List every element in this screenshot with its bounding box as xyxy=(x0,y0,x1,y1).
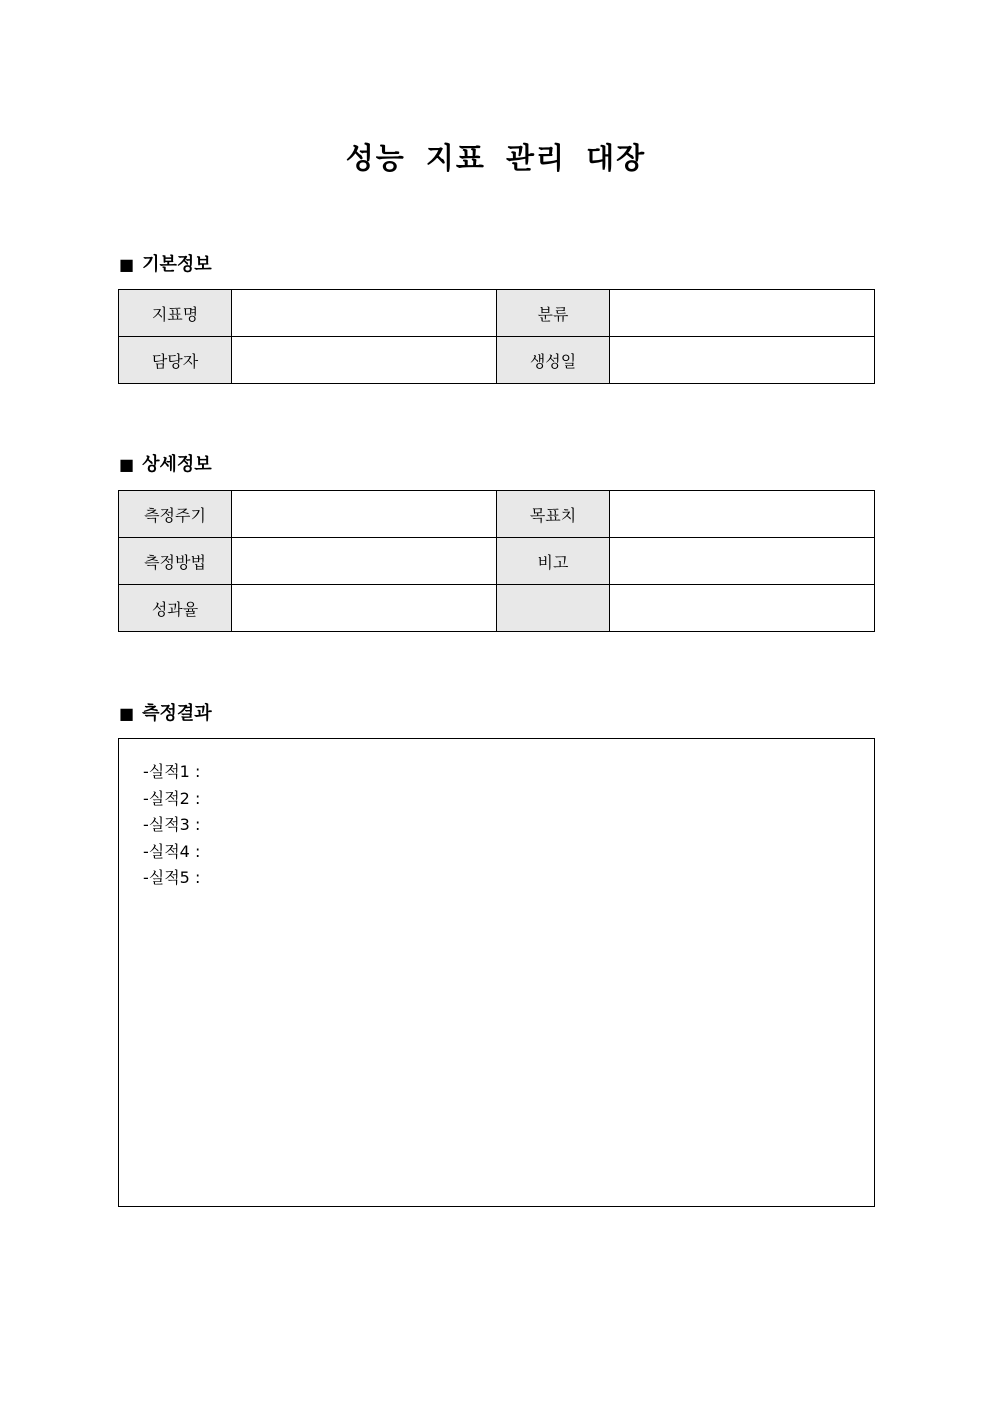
measure-cycle-label: 측정주기 xyxy=(119,491,232,538)
detail-info-table xyxy=(118,490,875,632)
basic-info-table xyxy=(118,289,875,384)
page-title: 성능 지표 관리 대장 xyxy=(345,141,647,175)
basic-info-heading xyxy=(119,253,212,277)
detail-info-heading xyxy=(119,453,212,477)
remarks-label: 비고 xyxy=(497,538,610,585)
empty-field[interactable] xyxy=(610,585,875,632)
results-heading-label: 측정결과 xyxy=(142,703,212,724)
table-row xyxy=(119,491,875,538)
square-bullet-icon: ■ xyxy=(119,255,135,274)
target-field[interactable] xyxy=(610,491,875,538)
results-box[interactable] xyxy=(118,738,875,1207)
performance-rate-field[interactable] xyxy=(232,585,497,632)
manager-label: 담당자 xyxy=(119,337,232,384)
category-label: 분류 xyxy=(497,290,610,337)
result-line: -실적1 : xyxy=(143,762,201,781)
indicator-name-field[interactable] xyxy=(232,290,497,337)
category-field[interactable] xyxy=(610,290,875,337)
target-label: 목표치 xyxy=(497,491,610,538)
result-line: -실적2 : xyxy=(143,788,201,808)
table-row xyxy=(119,585,875,632)
measure-cycle-field[interactable] xyxy=(232,491,497,538)
result-line: -실적3 : xyxy=(143,815,201,834)
remarks-field[interactable] xyxy=(610,538,875,585)
table-row xyxy=(119,290,875,337)
result-line: -실적5 : xyxy=(143,868,201,887)
indicator-name-label: 지표명 xyxy=(119,290,232,337)
detail-info-heading-label: 상세정보 xyxy=(142,454,212,475)
square-bullet-icon: ■ xyxy=(119,704,135,723)
table-row xyxy=(119,538,875,585)
created-date-label: 생성일 xyxy=(497,337,610,384)
measure-method-field[interactable] xyxy=(232,538,497,585)
measure-method-label: 측정방법 xyxy=(119,538,232,585)
created-date-field[interactable] xyxy=(610,337,875,384)
basic-info-heading-label: 기본정보 xyxy=(142,254,212,275)
result-line: -실적4 : xyxy=(143,841,201,861)
results-heading xyxy=(119,702,212,726)
table-row xyxy=(119,337,875,384)
empty-label xyxy=(497,585,610,632)
performance-rate-label: 성과율 xyxy=(119,585,232,632)
square-bullet-icon: ■ xyxy=(119,455,135,474)
manager-field[interactable] xyxy=(232,337,497,384)
